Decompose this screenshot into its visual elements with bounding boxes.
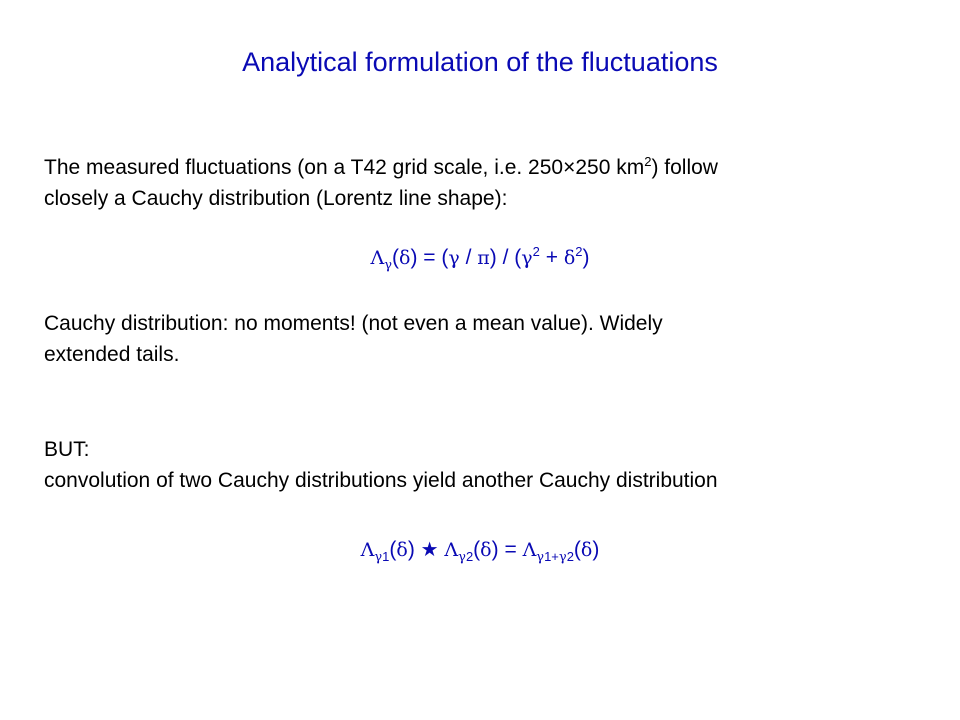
gamma-symbol: γ xyxy=(521,247,533,269)
plus: + xyxy=(539,246,564,269)
gamma-symbol: γ xyxy=(536,550,545,565)
superscript: 2 xyxy=(644,154,652,169)
equals-open: = ( xyxy=(417,246,449,269)
delta-symbol: δ xyxy=(399,247,411,269)
subscript xyxy=(536,549,574,564)
lambda-symbol: Λ xyxy=(444,539,459,561)
gamma-symbol: γ xyxy=(448,247,460,269)
paragraph-convolution xyxy=(44,434,924,496)
pi-symbol: π xyxy=(477,247,490,269)
gamma-symbol: γ xyxy=(458,550,466,565)
subscript-index: 1+ xyxy=(544,549,559,564)
slide-title: Analytical formulation of the fluctuations xyxy=(242,47,718,77)
divide: ) / ( xyxy=(489,246,522,269)
convolution-formula: $\Lambda_{\gamma 1}(\delta)$ ★ $\Lambda_{\gamma 2}(\delta) = \Lambda_{\gamma 1+\gamma 2}(\delta)$ xyxy=(360,537,600,565)
subscript xyxy=(374,549,389,564)
gamma-symbol: γ xyxy=(374,550,383,565)
lambda-symbol: Λ xyxy=(370,247,385,269)
star-icon: ★ xyxy=(420,537,439,561)
paragraph-line xyxy=(44,152,924,183)
delta-symbol: δ xyxy=(480,539,492,561)
close-paren: ) xyxy=(582,246,590,269)
subscript-index: 2 xyxy=(566,549,574,564)
slash: / xyxy=(459,246,478,269)
paragraph-line: extended tails. xyxy=(44,343,180,366)
paragraph-line: Cauchy distribution: no moments! (not even a mean value). Widely xyxy=(44,312,663,335)
subscript xyxy=(384,257,392,272)
cauchy-formula: $\Lambda_\gamma(\delta) = (\gamma / \pi) / (\gamma^2 + \delta^2)$ xyxy=(370,244,590,273)
gamma-symbol: γ xyxy=(384,258,393,273)
superscript: 2 xyxy=(575,244,583,259)
paragraph-line: closely a Cauchy distribution (Lorentz line shape): xyxy=(44,187,508,210)
superscript: 2 xyxy=(532,244,540,259)
equals: = xyxy=(498,538,523,561)
lambda-symbol: Λ xyxy=(522,539,537,561)
lambda-symbol: Λ xyxy=(360,539,375,561)
text-run: The measured fluctuations (on a T42 grid scale, i.e. 250×250 km xyxy=(44,156,645,179)
subscript xyxy=(458,549,473,564)
paragraph-measured-fluctuations xyxy=(44,152,924,214)
paragraph-line: convolution of two Cauchy distributions yield another Cauchy distribution xyxy=(44,469,718,492)
text-run: ) follow xyxy=(651,156,718,179)
paragraph-line: BUT: xyxy=(44,438,90,461)
delta-symbol: δ xyxy=(396,539,408,561)
gamma-symbol: γ xyxy=(558,550,567,565)
subscript-index: 1 xyxy=(382,549,390,564)
delta-symbol: δ xyxy=(563,247,576,269)
delta-symbol: δ xyxy=(580,539,593,561)
paragraph-cauchy-moments xyxy=(44,308,924,370)
subscript-index: 2 xyxy=(465,549,474,564)
